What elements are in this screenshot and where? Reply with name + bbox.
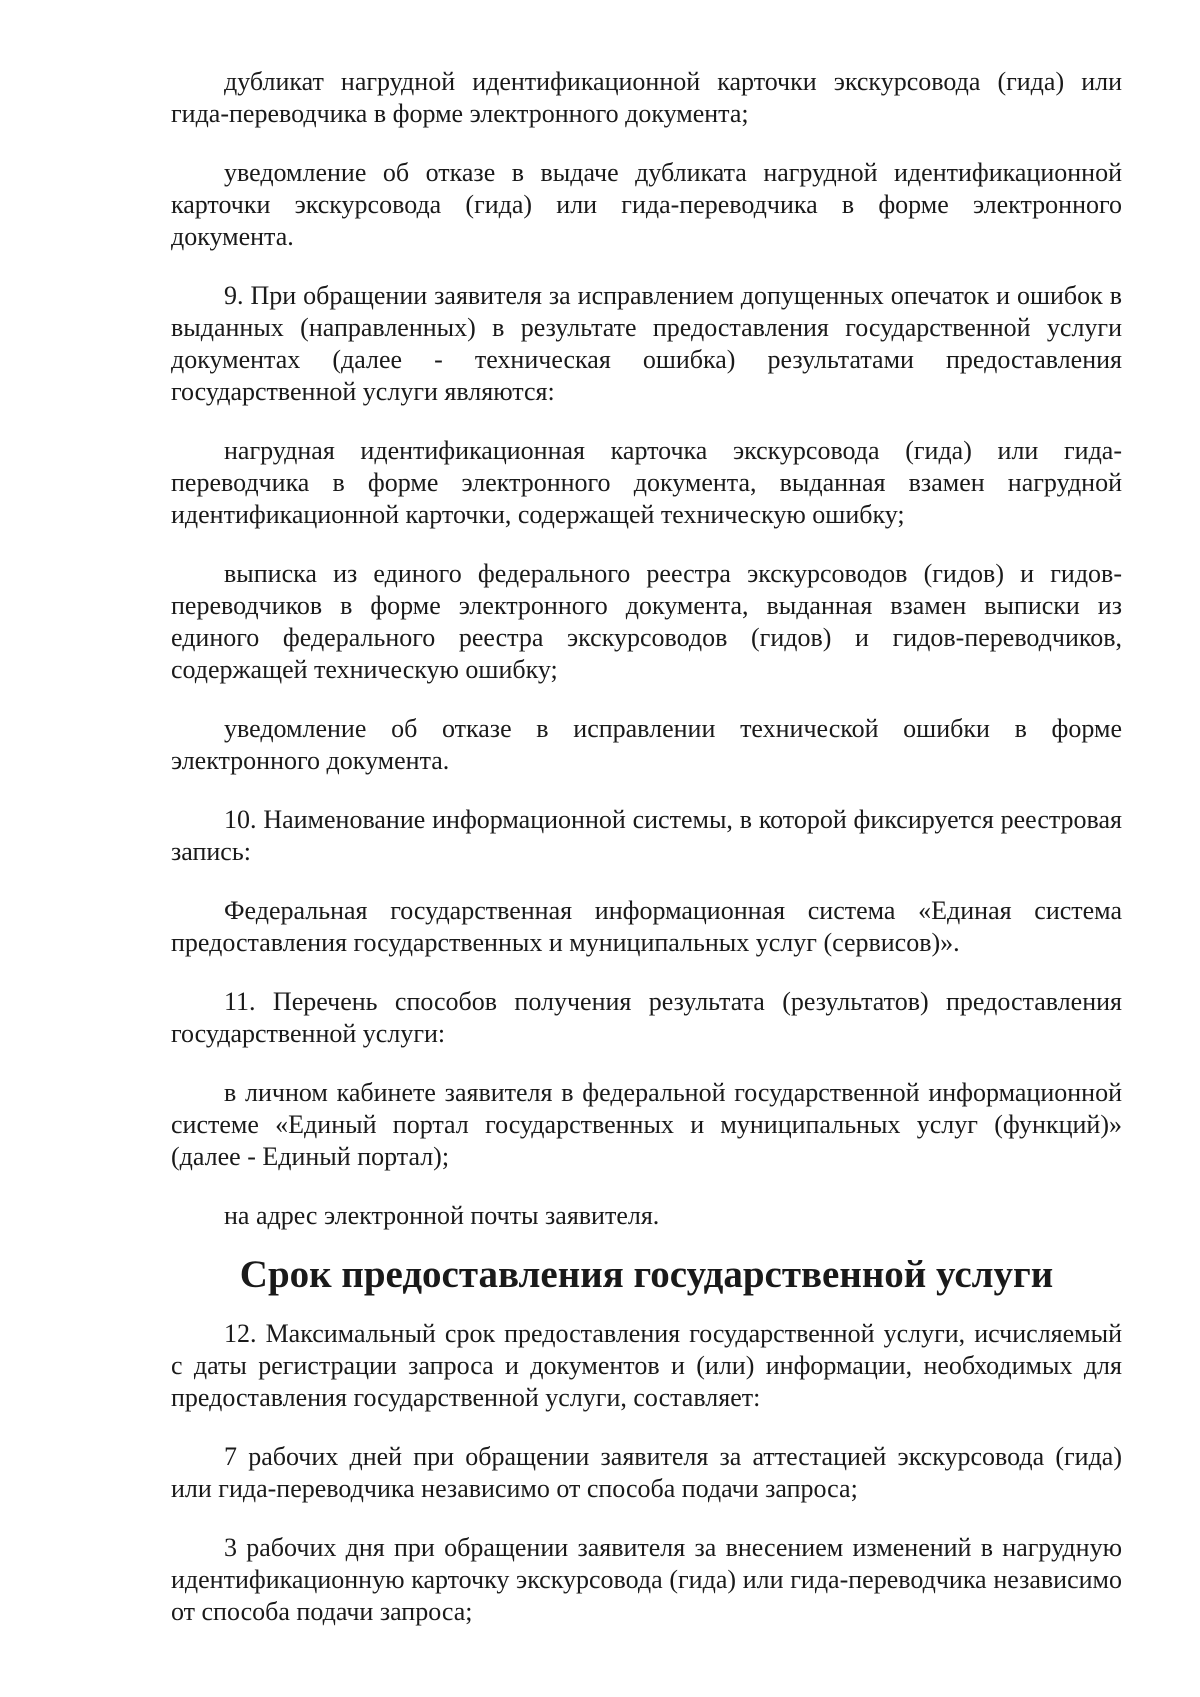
paragraph-duplicate-refusal-notice: уведомление об отказе в выдаче дубликата нагрудной идентификационной карточки экскурсовода (гида) или гида-переводчика в форме электронного документа. bbox=[171, 158, 1122, 251]
paragraph-item-12: 12. Максимальный срок предоставления государственной услуги, исчисляемый с даты регистрации запроса и документов и (или) информации, необходимых для предоставления государственной услуги, составляет: bbox=[171, 1319, 1122, 1412]
paragraph-item-9: 9. При обращении заявителя за исправлением допущенных опечаток и ошибок в выданных (направленных) в результате предоставления государственной услуги документах (далее - техническая ошибка) результатами предоставления государственной услуги являются: bbox=[171, 281, 1122, 406]
paragraph-information-system: Федеральная государственная информационная система «Единая система предоставления государственных и муниципальных услуг (сервисов)». bbox=[171, 896, 1122, 957]
paragraph-attestation-term: 7 рабочих дней при обращении заявителя за аттестацией экскурсовода (гида) или гида-переводчика независимо от способа подачи запроса; bbox=[171, 1442, 1122, 1503]
section-heading: Срок предоставления государственной услуги bbox=[239, 1253, 1054, 1296]
document-body bbox=[171, 66, 1122, 1655]
paragraph-item-11: 11. Перечень способов получения результата (результатов) предоставления государственной услуги: bbox=[171, 987, 1122, 1048]
paragraph-personal-cabinet: в личном кабинете заявителя в федеральной государственной информационной системе «Единый портал государственных и муниципальных услуг (функций)» (далее - Единый портал); bbox=[171, 1078, 1122, 1171]
paragraph-item-10: 10. Наименование информационной системы, в которой фиксируется реестровая запись: bbox=[171, 805, 1122, 866]
paragraph-email: на адрес электронной почты заявителя. bbox=[224, 1201, 660, 1230]
paragraph-corrected-card: нагрудная идентификационная карточка экскурсовода (гида) или гида-переводчика в форме электронного документа, выданная взамен нагрудной идентификационной карточки, содержащей техническую ошибку; bbox=[171, 436, 1122, 529]
paragraph-card-changes-term: 3 рабочих дня при обращении заявителя за внесением изменений в нагрудную идентификационную карточку экскурсовода (гида) или гида-переводчика независимо от способа подачи запроса; bbox=[171, 1533, 1122, 1626]
paragraph-duplicate-card: дубликат нагрудной идентификационной карточки экскурсовода (гида) или гида-переводчика в форме электронного документа; bbox=[171, 67, 1122, 128]
paragraph-correction-refusal-notice: уведомление об отказе в исправлении технической ошибки в форме электронного документа. bbox=[171, 714, 1122, 775]
paragraph-corrected-register-extract: выписка из единого федерального реестра экскурсоводов (гидов) и гидов-переводчиков в форме электронного документа, выданная взамен выписки из единого федерального реестра экскурсоводов (гидов) и гидов-переводчиков, содержащей техническую ошибку; bbox=[171, 559, 1122, 684]
